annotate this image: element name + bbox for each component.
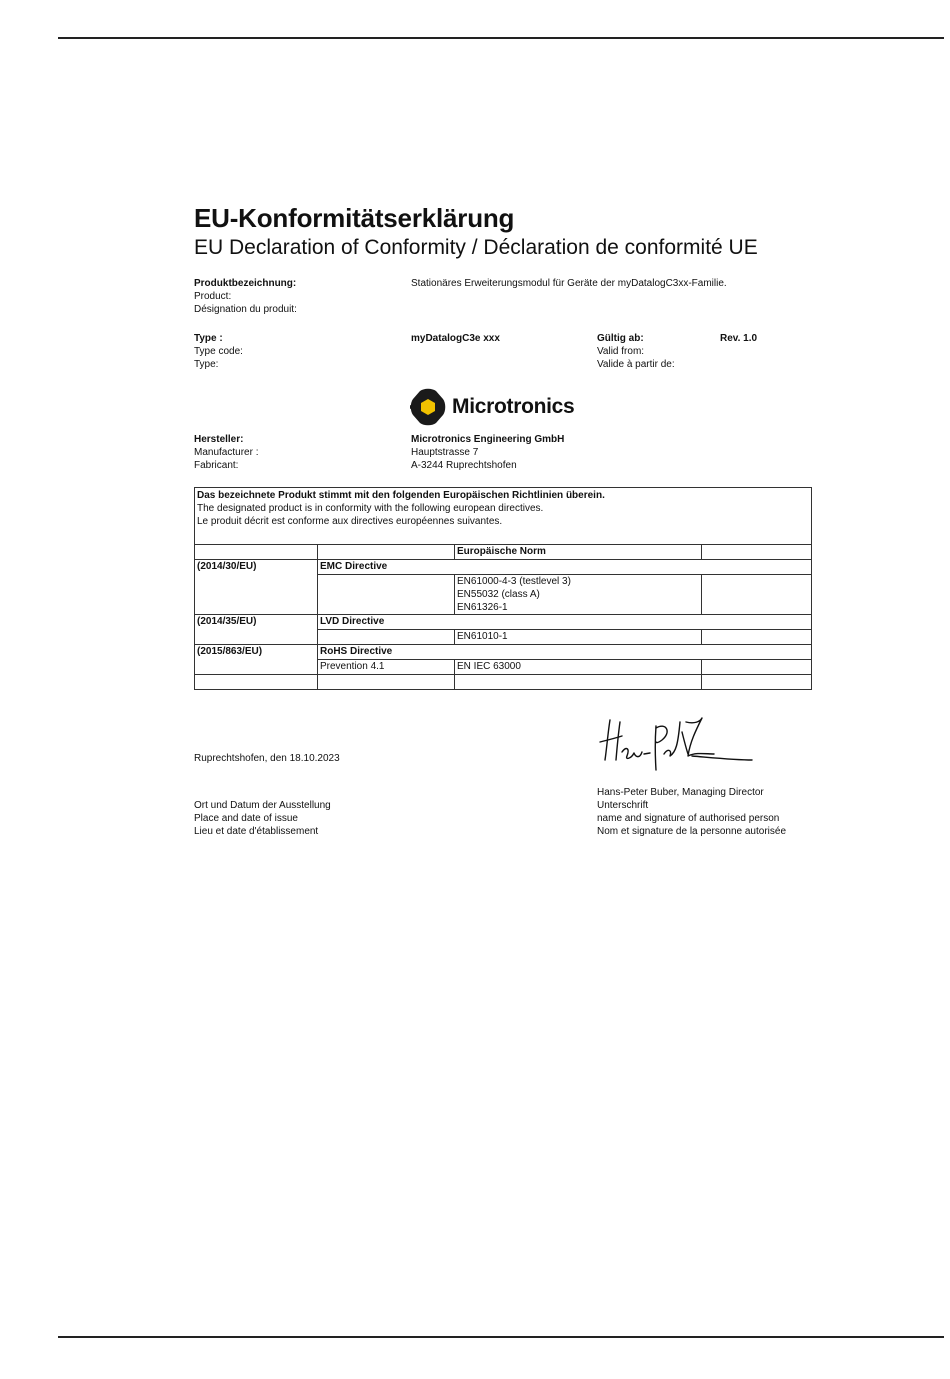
manufacturer-label-en: Manufacturer : — [194, 447, 259, 458]
valid-label-de: Gültig ab: — [597, 333, 644, 344]
norm-header: Europäische Norm — [455, 545, 702, 560]
norm-list — [455, 575, 702, 615]
product-value: Stationäres Erweiterungsmodul für Geräte der myDatalogC3xx-Familie. — [411, 278, 727, 289]
place-label-en: Place and date of issue — [194, 813, 298, 824]
valid-label-fr: Valide à partir de: — [597, 359, 675, 370]
directives-table — [194, 487, 812, 690]
page-title: EU-Konformitätserklärung — [194, 203, 515, 233]
intro-de: Das bezeichnete Produkt stimmt mit den folgenden Europäischen Richtlinien überein. — [197, 490, 605, 501]
type-label-fr: Type: — [194, 359, 219, 370]
signature-label-de: Unterschrift — [597, 800, 649, 811]
signature-label-fr: Nom et signature de la personne autorisée — [597, 826, 787, 837]
type-label-de: Type : — [194, 333, 223, 344]
table-intro-cell — [195, 488, 812, 545]
place-label-fr: Lieu et date d'établissement — [194, 826, 319, 837]
table-row — [195, 615, 812, 630]
signatory-name: Hans-Peter Buber, Managing Director — [597, 787, 764, 798]
directive-name: EMC Directive — [318, 560, 812, 575]
logo-text: Microtronics — [452, 395, 575, 418]
table-row — [195, 560, 812, 575]
directive-note — [318, 575, 455, 615]
company-logo — [410, 388, 574, 426]
directive-code: (2014/35/EU) — [195, 615, 318, 645]
manufacturer-city: A-3244 Ruprechtshofen — [411, 460, 517, 471]
product-label-fr: Désignation du produit: — [194, 304, 297, 315]
intro-en: The designated product is in conformity with the following european directives. — [197, 503, 544, 514]
handwritten-signature — [596, 712, 756, 774]
norm-item: EN61326-1 — [457, 602, 508, 613]
directive-name: LVD Directive — [318, 615, 812, 630]
directive-note: Prevention 4.1 — [318, 660, 455, 675]
manufacturer-street: Hauptstrasse 7 — [411, 447, 479, 458]
place-label-de: Ort und Datum der Ausstellung — [194, 800, 331, 811]
signature-label-en: name and signature of authorised person — [597, 813, 780, 824]
product-label-de: Produktbezeichnung: — [194, 278, 297, 289]
microtronics-logo-icon — [410, 388, 446, 426]
page-subtitle: EU Declaration of Conformity / Déclaration de conformité UE — [194, 236, 758, 259]
directive-name: RoHS Directive — [318, 645, 812, 660]
norm-item: EN61000-4-3 (testlevel 3) — [457, 576, 571, 587]
table-row — [195, 675, 812, 690]
type-value: myDatalogC3e xxx — [411, 333, 500, 344]
intro-fr: Le produit décrit est conforme aux directives européennes suivantes. — [197, 516, 503, 527]
table-header-row — [195, 545, 812, 560]
place-date-value: Ruprechtshofen, den 18.10.2023 — [194, 753, 340, 764]
table-row — [195, 645, 812, 660]
norm-item: EN IEC 63000 — [455, 660, 702, 675]
manufacturer-label-de: Hersteller: — [194, 434, 244, 445]
directive-note — [318, 630, 455, 645]
norm-item: EN55032 (class A) — [457, 589, 540, 600]
valid-label-en: Valid from: — [597, 346, 645, 357]
bottom-rule — [58, 1336, 944, 1338]
top-rule — [58, 37, 944, 39]
revision-value: Rev. 1.0 — [720, 333, 758, 344]
product-label-en: Product: — [194, 291, 232, 302]
directive-code: (2014/30/EU) — [195, 560, 318, 615]
norm-item: EN61010-1 — [455, 630, 702, 645]
table-intro-row — [195, 488, 812, 545]
type-label-en: Type code: — [194, 346, 243, 357]
directive-code: (2015/863/EU) — [195, 645, 318, 675]
manufacturer-name: Microtronics Engineering GmbH — [411, 434, 565, 445]
manufacturer-label-fr: Fabricant: — [194, 460, 239, 471]
